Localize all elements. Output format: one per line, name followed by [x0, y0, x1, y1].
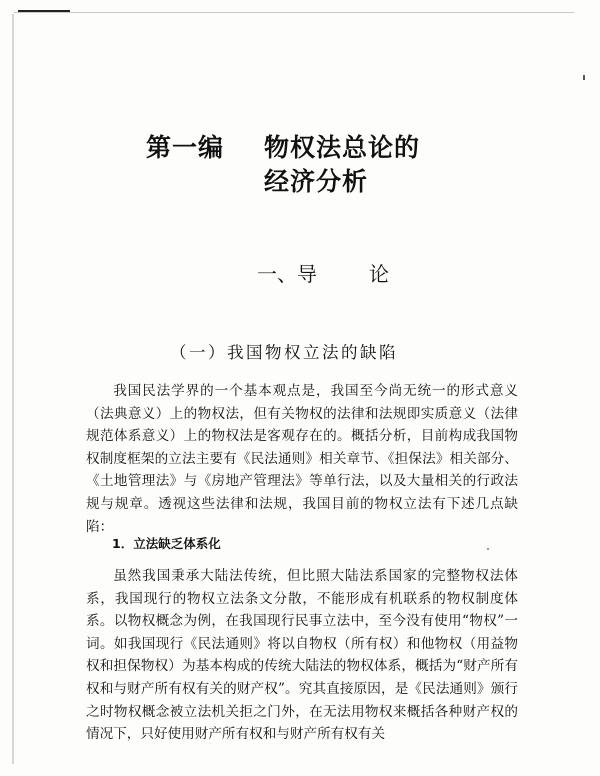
body-paragraph-text: 虽然我国秉承大陆法传统，但比照大陆法系国家的完整物权法体系，我国现行的物权立法条文分散，不能形成有机联系的物权制度体系。以物权概念为例，在我国现行民事立法中，至今没有使用“物权”一词。如我国现行《民法通则》将以自物权（所有权）和他物权（用益物权和担保物权）为基本构成的传统大陆法的物权体系，概括为“财产所有权和与财产所有权有关的财产权”。究其直接原因，是《民法通则》颁行之时物权概念被立法机关拒之门外，在无法用物权来概括各种财产权的情况下，只好使用财产所有权和与财产所有权有关	[86, 568, 518, 743]
body-paragraph	[86, 565, 518, 746]
subsection-heading: 1．立法缺乏体系化	[112, 536, 221, 551]
scan-dot-mark	[583, 75, 585, 80]
page-edge-left	[12, 14, 14, 764]
part-title-line1: 物权法总论的	[264, 133, 421, 162]
chapter-title: 论	[369, 262, 389, 286]
part-title-line2: 经济分析	[264, 167, 369, 196]
scan-speck-mark	[487, 548, 489, 550]
part-label: 第一编	[146, 133, 225, 162]
intro-paragraph-text: 我国民法学界的一个基本观点是，我国至今尚无统一的形式意义（法典意义）上的物权法，但有关物权的法律和法规即实质意义（法律规范体系意义）上的物权法是客观存在的。概括分析，目前构成我国物权制度框架的立法主要有《民法通则》相关章节、《担保法》相关部分、《土地管理法》与《房地产管理法》等单行法，以及大量相关的行政法规与规章。透视这些法律和法规，我国目前的物权立法有下述几点缺陷：	[86, 383, 518, 535]
part-title	[146, 131, 421, 196]
chapter-heading	[257, 262, 389, 286]
chapter-number: 一、导	[257, 262, 317, 286]
intro-paragraph	[86, 380, 518, 538]
page-edge-top	[14, 12, 574, 13]
section-heading: （一）我国物权立法的缺陷	[170, 343, 398, 362]
scan-rule-mark	[18, 10, 70, 12]
